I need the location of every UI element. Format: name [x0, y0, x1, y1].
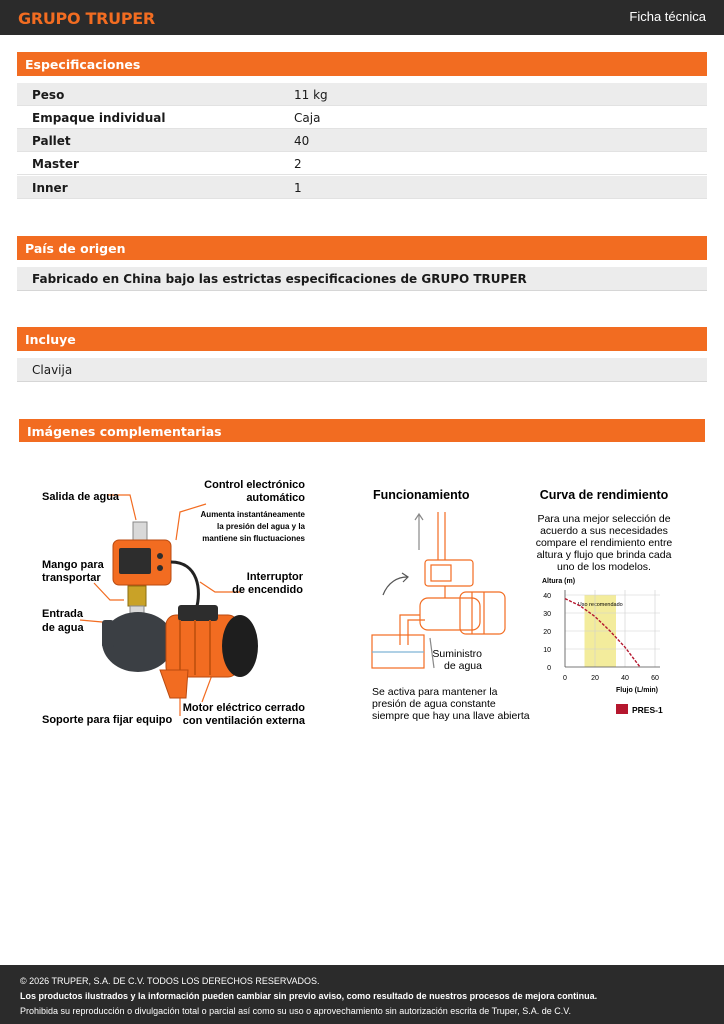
chart-ylabel: Altura (m): [542, 578, 576, 585]
callout-control: Control electrónico: [204, 479, 305, 491]
y-tick-label: 0: [547, 665, 551, 672]
y-tick-label: 40: [543, 593, 551, 600]
y-tick-label: 20: [543, 629, 551, 636]
spec-row: [17, 106, 707, 129]
callout-switch: de encendido: [232, 584, 303, 596]
x-tick-label: 0: [563, 675, 567, 682]
legal-notice: Prohibida su reproducción o divulgación total o parcial así como su uso o aprovechamiento sin autorización escrita de Truper, S.A. de C.V.: [20, 1006, 571, 1016]
images-header: Imágenes complementarias: [19, 419, 705, 442]
callout-handle: Mango para: [42, 559, 104, 571]
curve-desc: compare el rendimiento entre: [535, 537, 673, 549]
origin-header: País de origen: [17, 236, 707, 260]
supply-label: de agua: [444, 660, 482, 672]
legend-label: PRES-1: [632, 705, 663, 715]
function-diagram: [372, 512, 505, 668]
spec-value: 1: [294, 181, 302, 195]
specs-header: Especificaciones: [17, 52, 707, 76]
disclaimer: Los productos ilustrados y la información pueden cambiar sin previo aviso, como resultado de nuestros procesos de mejora continua.: [20, 991, 598, 1001]
legend-swatch: [616, 704, 628, 714]
callout-inlet: Entrada: [42, 608, 83, 620]
function-title: Funcionamiento: [373, 488, 470, 502]
curve-desc: acuerdo a sus necesidades: [540, 525, 668, 537]
spec-row: [17, 152, 707, 175]
origin-text: Fabricado en China bajo las estrictas especificaciones de GRUPO TRUPER: [17, 267, 707, 291]
callout-motor: con ventilación externa: [182, 715, 305, 727]
callout-outlet: Salida de agua: [42, 491, 120, 503]
includes-header: Incluye: [17, 327, 707, 351]
spec-label: Empaque individual: [32, 111, 166, 125]
spec-value: Caja: [294, 111, 321, 125]
callout-control: automático: [246, 492, 305, 504]
spec-value: 11 kg: [294, 88, 328, 102]
y-tick-label: 10: [543, 647, 551, 654]
performance-chart: [543, 590, 660, 682]
x-tick-label: 20: [591, 675, 599, 682]
spec-label: Inner: [32, 181, 68, 195]
callout-control-desc: Aumenta instantáneamente: [200, 510, 305, 519]
callout-handle: transportar: [42, 572, 101, 584]
function-desc: Se activa para mantener la: [372, 686, 498, 698]
chart-xlabel: Flujo (L/min): [616, 687, 658, 694]
function-desc: siempre que hay una llave abierta: [372, 710, 530, 722]
spec-label: Peso: [32, 88, 65, 102]
callout-control-desc: la presión del agua y la: [216, 522, 305, 531]
brand-logo: GRUPO TRUPER: [18, 9, 155, 28]
function-desc: presión de agua constante: [372, 698, 496, 710]
document-title: Ficha técnica: [629, 9, 706, 24]
supply-label: Suministro: [432, 648, 482, 660]
curve-desc: altura y flujo que brinda cada: [536, 549, 672, 561]
spec-value: 40: [294, 134, 310, 148]
callout-control-desc: mantiene sin fluctuaciones: [202, 534, 305, 543]
product-illustration: [20, 470, 704, 740]
x-tick-label: 40: [621, 675, 629, 682]
complementary-image: [20, 470, 704, 740]
curve-title: Curva de rendimiento: [539, 488, 669, 502]
x-tick-label: 60: [651, 675, 659, 682]
callout-inlet: de agua: [42, 622, 84, 634]
callout-switch: Interruptor: [246, 571, 303, 583]
copyright: © 2026 TRUPER, S.A. DE C.V. TODOS LOS DERECHOS RESERVADOS.: [20, 976, 320, 986]
curve-desc: Para una mejor selección de: [537, 513, 671, 525]
y-tick-label: 30: [543, 611, 551, 618]
callout-support: Soporte para fijar equipo: [42, 714, 173, 726]
curve-desc: uno de los modelos.: [557, 561, 651, 573]
recommended-label: Uso recomendado: [577, 602, 623, 608]
includes-text: Clavija: [17, 358, 707, 382]
spec-value: 2: [294, 157, 302, 171]
callout-motor: Motor eléctrico cerrado: [182, 702, 305, 714]
spec-row: [17, 129, 707, 152]
spec-row: [17, 83, 707, 106]
top-bar: [0, 0, 724, 35]
spec-label: Master: [32, 157, 79, 171]
footer: [0, 965, 724, 1024]
spec-row: [17, 176, 707, 199]
spec-label: Pallet: [32, 134, 71, 148]
